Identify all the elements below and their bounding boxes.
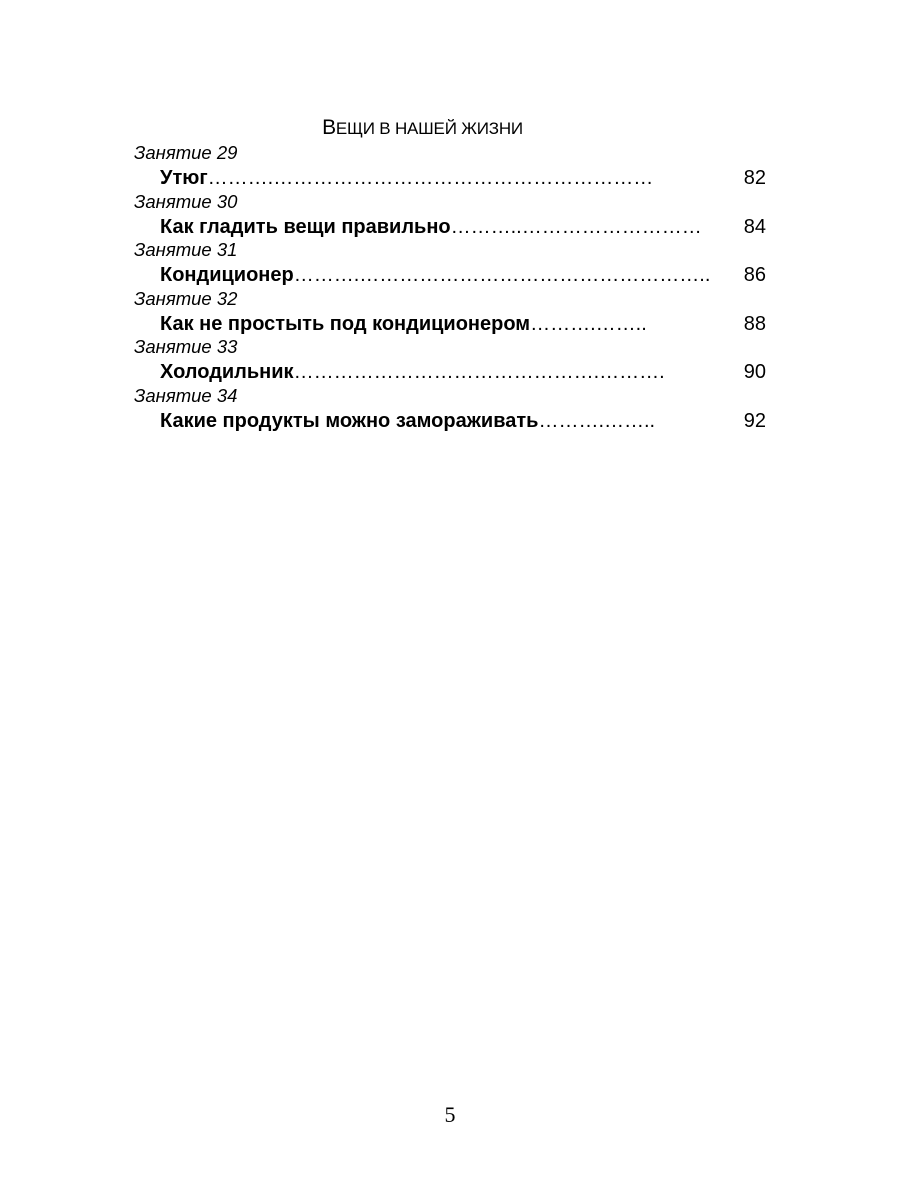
toc-entry[interactable] [134,286,774,335]
entry-title-text: Кондиционер [160,264,294,287]
entry-title-text: Холодильник [160,361,294,384]
dot-leader: ………..……………………… [450,215,702,238]
toc-entry[interactable] [134,334,774,383]
entry-title[interactable] [160,214,702,240]
dot-leader: ……….…………………………………………….. [293,264,711,287]
dot-leader: ……….…….. [530,312,647,335]
entry-title[interactable] [160,311,647,337]
entry-title-text: Как не простыть под кондиционером [160,312,531,335]
lesson-label: Занятие 31 [134,239,238,261]
entry-title-text: Утюг [160,167,208,189]
entry-page-number: 84 [743,215,766,238]
entry-page-number: 88 [743,312,766,335]
entry-title[interactable] [160,359,665,385]
lesson-label: Занятие 32 [134,287,238,309]
entry-page-number: 90 [743,361,766,384]
entry-title-text: Как гладить вещи правильно [160,215,451,238]
table-of-contents [134,140,774,432]
section-title-rest: ЕЩИ В НАШЕЙ ЖИЗНИ [335,119,523,138]
entry-page-number: 92 [743,409,766,432]
lesson-label: Занятие 30 [134,190,238,212]
toc-entry[interactable] [134,383,774,432]
dot-leader: ……….………………………………………………… [207,167,654,189]
section-title-initial: В [322,116,336,139]
entry-title[interactable] [160,165,653,191]
dot-leader: ……………………………………….………. [293,361,665,384]
dot-leader: ……….…….. [538,409,656,432]
toc-entry[interactable] [134,189,774,238]
toc-entry[interactable] [134,140,774,189]
lesson-label: Занятие 33 [134,336,238,358]
page-number: 5 [444,1102,456,1127]
toc-entry[interactable] [134,237,774,286]
entry-title[interactable] [160,262,710,288]
lesson-label: Занятие 29 [134,142,238,163]
entry-page-number: 82 [743,167,766,189]
lesson-label: Занятие 34 [134,384,238,406]
entry-title-text: Какие продукты можно замораживать [160,409,539,432]
section-title [0,114,845,143]
entry-title[interactable] [160,408,655,434]
entry-page-number: 86 [743,264,766,287]
